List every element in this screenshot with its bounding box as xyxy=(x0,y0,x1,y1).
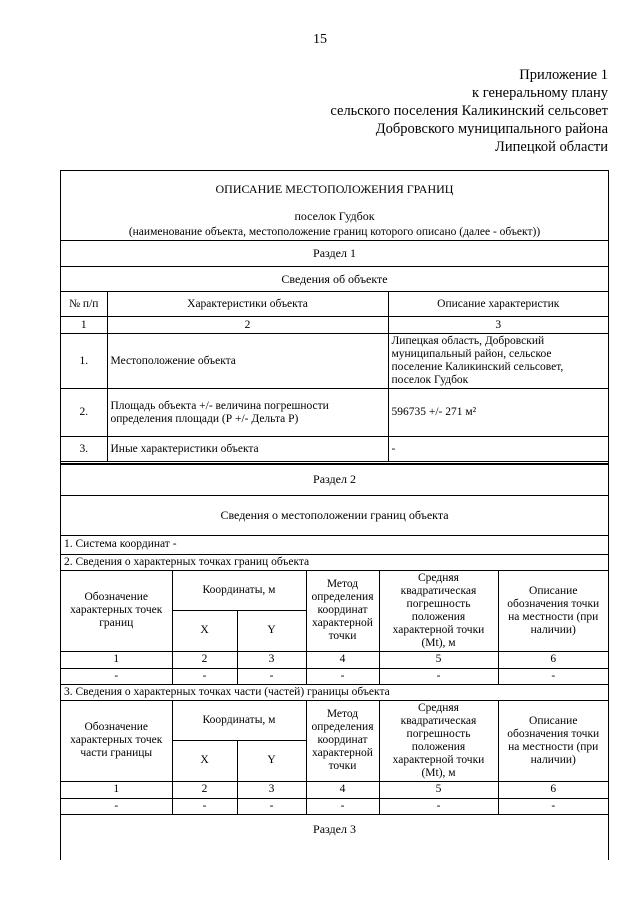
row-num: 1. xyxy=(61,334,107,389)
part-points-title: 3. Сведения о характерных точках части (частей) границы объекта xyxy=(61,684,608,700)
appendix-block xyxy=(330,66,608,156)
row-name: Местоположение объекта xyxy=(107,334,388,389)
section2-box xyxy=(60,464,609,860)
section2-table xyxy=(61,465,608,844)
coord-system: 1. Система координат - xyxy=(61,535,608,554)
col-number: 3 xyxy=(237,781,306,798)
appendix-line-3: сельского поселения Каликинский сельсовет xyxy=(330,103,608,119)
header-error: Средняя квадратическая погрешность положения характерной точки (Mt), м xyxy=(379,570,498,651)
col-number: 1 xyxy=(61,781,172,798)
header-method: Метод определения координат характерной точки xyxy=(306,700,379,781)
row-value: Липецкая область, Добровский муниципальный район, сельское поселение Каликинский сельсовет, поселок Гудбок xyxy=(388,334,608,389)
cell-dash: - xyxy=(172,798,237,814)
page-number: 15 xyxy=(313,32,327,47)
cell-dash: - xyxy=(237,798,306,814)
section2-label: Раздел 2 xyxy=(61,465,608,495)
header-desc: Описание обозначения точки на местности (при наличии) xyxy=(498,700,608,781)
col-number: 2 xyxy=(107,317,388,334)
col-number: 1 xyxy=(61,651,172,668)
appendix-line-5: Липецкой области xyxy=(495,139,608,155)
header-part-point: Обозначение характерных точек части границы xyxy=(61,700,172,781)
object-note: (наименование объекта, местоположение границ которого описано (далее - объект)) xyxy=(61,225,608,241)
header-desc: Описание обозначения точки на местности (при наличии) xyxy=(498,570,608,651)
cell-dash: - xyxy=(306,668,379,684)
table-row xyxy=(61,389,608,437)
header-description: Описание характеристик xyxy=(388,292,608,317)
appendix-line-2: к генеральному плану xyxy=(472,85,608,101)
header-x: X xyxy=(172,611,237,652)
header-characteristics: Характеристики объекта xyxy=(107,292,388,317)
cell-dash: - xyxy=(61,668,172,684)
cell-dash: - xyxy=(379,798,498,814)
row-name: Иные характеристики объекта xyxy=(107,437,388,462)
object-name: поселок Гудбок xyxy=(294,208,375,223)
col-number: 3 xyxy=(388,317,608,334)
cell-dash: - xyxy=(172,668,237,684)
col-number: 3 xyxy=(237,651,306,668)
table-row xyxy=(61,798,608,814)
header-coords: Координаты, м xyxy=(172,700,306,741)
col-number: 6 xyxy=(498,781,608,798)
doc-title: ОПИСАНИЕ МЕСТОПОЛОЖЕНИЯ ГРАНИЦ xyxy=(215,181,454,196)
cell-dash: - xyxy=(237,668,306,684)
col-number: 1 xyxy=(61,317,107,334)
col-number: 4 xyxy=(306,781,379,798)
row-num: 3. xyxy=(61,437,107,462)
table-row xyxy=(61,437,608,462)
section2-title: Сведения о местоположении границ объекта xyxy=(61,495,608,535)
appendix-line-4: Добровского муниципального района xyxy=(375,121,608,137)
appendix-line-1: Приложение 1 xyxy=(519,67,608,83)
row-value: 596735 +/- 271 м² xyxy=(388,389,608,437)
section1-label: Раздел 1 xyxy=(61,241,608,267)
row-name: Площадь объекта +/- величина погрешности определения площади (Р +/- Дельта Р) xyxy=(107,389,388,437)
header-point: Обозначение характерных точек границ xyxy=(61,570,172,651)
table-row xyxy=(61,668,608,684)
header-x: X xyxy=(172,741,237,782)
cell-dash: - xyxy=(498,798,608,814)
row-num: 2. xyxy=(61,389,107,437)
points-title: 2. Сведения о характерных точках границ объекта xyxy=(61,554,608,570)
row-value: - xyxy=(388,437,608,462)
col-number: 2 xyxy=(172,651,237,668)
cell-dash: - xyxy=(306,798,379,814)
col-number: 5 xyxy=(379,651,498,668)
col-number: 6 xyxy=(498,651,608,668)
col-number: 2 xyxy=(172,781,237,798)
section1-title: Сведения об объекте xyxy=(61,267,608,292)
header-y: Y xyxy=(237,741,306,782)
col-number: 5 xyxy=(379,781,498,798)
section1-table xyxy=(61,171,608,462)
section1-box xyxy=(60,170,609,464)
col-number: 4 xyxy=(306,651,379,668)
header-coords: Координаты, м xyxy=(172,570,306,611)
cell-dash: - xyxy=(61,798,172,814)
header-method: Метод определения координат характерной точки xyxy=(306,570,379,651)
header-y: Y xyxy=(237,611,306,652)
header-num: № п/п xyxy=(61,292,107,317)
table-row xyxy=(61,334,608,389)
section3-label: Раздел 3 xyxy=(61,814,608,844)
header-error: Средняя квадратическая погрешность положения характерной точки (Mt), м xyxy=(379,700,498,781)
cell-dash: - xyxy=(498,668,608,684)
cell-dash: - xyxy=(379,668,498,684)
